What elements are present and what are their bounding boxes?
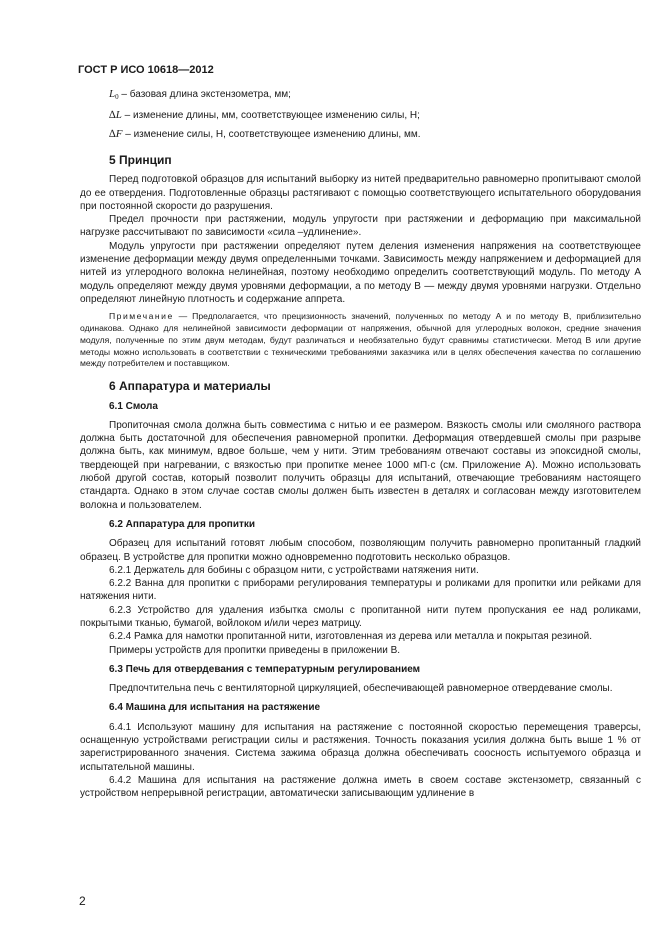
section-5-paragraph: Модуль упругости при растяжении определяют путем деления изменения напряжения на соответствующее изменение деформации между двумя определенными точками. Зависимость между напряжением и деформацией для нитей из углеродного волокна нелинейная, поэтому необходимо определить соответствующий модуль. По методу А модуль определяют между двумя уровнями деформации, а по методу В — между двумя уровнями нагрузки. Отдельно определяют линейную плотность и содержание аппрета. xyxy=(80,240,641,305)
subsection-6-2-paragraph: Образец для испытаний готовят любым способом, позволяющим получить равномерно пропитанный гладкий образец. В устройстве для пропитки можно одновременно подготовить несколько образцов. xyxy=(80,538,641,563)
definition-item xyxy=(80,125,641,144)
definition-item xyxy=(80,85,641,106)
note-text: — Предполагается, что прецизионность значений, полученных по методу А и по методу В, приблизительно одинакова. Однако для нелинейной зависимости деформации от напряжения, обычной для углеродных волокон, средние значения модуля, полученные по этим двум методам, будут различаться и необязательно будут сравнимы статистически. Метод В или другие методы можно использовать в соответствии с техническими требованиями заказчика или в целях обеспечения качества по соглашению между потребителем и поставщиком. xyxy=(80,311,641,369)
subsection-6-2-paragraph: 6.2.1 Держатель для бобины с образцом нити, с устройствами натяжения нити. xyxy=(109,564,479,576)
subsection-6-2-heading: 6.2 Аппаратура для пропитки xyxy=(109,518,256,530)
subsection-6-3-text: Предпочтительна печь с вентиляторной циркуляцией, обеспечивающей равномерное отвердевание смолы. xyxy=(109,683,613,695)
subsection-6-1-heading: 6.1 Смола xyxy=(109,400,158,412)
definition-text: – изменение силы, Н, соответствующее изменению длины, мм. xyxy=(122,129,421,140)
subsection-6-4-paragraph: 6.4.2 Машина для испытания на растяжение должна иметь в своем составе экстензометр, связанный с устройством непрерывной регистрации, автоматически записывающим удлинение в xyxy=(80,774,641,800)
page-number: 2 xyxy=(79,894,86,908)
definitions-list xyxy=(80,85,641,144)
definition-symbol: ∆F xyxy=(109,128,123,140)
page-content xyxy=(80,85,641,801)
definition-text: – изменение длины, мм, соответствующее изменению силы, Н; xyxy=(121,110,420,121)
definition-text: – базовая длина экстензометра, мм; xyxy=(118,89,291,100)
section-5-paragraph: Перед подготовкой образцов для испытаний выборку из нитей предварительно равномерно пропитывают смолой до ее отвердения. Подготовленные образцы растягивают с помощью соответствующего испытательного оборудования при постоянной скорости до разрушения. xyxy=(80,174,641,212)
subsection-6-2-paragraph: 6.2.3 Устройство для удаления избытка смолы с пропитанной нити путем пропускания ее над роликами, покрытыми тканью, бумагой, войлоком и/или через матрицу. xyxy=(80,604,641,629)
subsection-6-2-paragraph: 6.2.2 Ванна для пропитки с приборами регулирования температуры и роликами для пропитки или рейками для натяжения нити. xyxy=(80,578,641,603)
section-6-heading: 6 Аппаратура и материалы xyxy=(109,379,271,394)
definition-item xyxy=(80,106,641,125)
definition-subscript: 0 xyxy=(115,93,119,101)
section-5-heading: 5 Принцип xyxy=(109,153,172,167)
note-label: Примечание xyxy=(109,311,174,322)
subsection-6-4-paragraph: 6.4.1 Используют машину для испытания на растяжение с постоянной скоростью перемещения траверсы, оснащенную устройствами регистрации силы и растяжения. Точность показания усилия должна быть выше 1 % от зарегистрированного значения. Система зажима образца должна обеспечивать соосность испытуемого образца и испытательной машины. xyxy=(80,721,641,773)
subsection-6-3-heading: 6.3 Печь для отвердевания с температурным регулированием xyxy=(109,663,421,675)
subsection-6-4-heading: 6.4 Машина для испытания на растяжение xyxy=(109,702,321,714)
document-header: ГОСТ Р ИСО 10618—2012 xyxy=(78,64,214,76)
subsection-6-2-paragraph: 6.2.4 Рамка для намотки пропитанной нити, изготовленная из дерева или металла и покрытая резиной. xyxy=(109,631,592,643)
section-5-paragraph: Предел прочности при растяжении, модуль упругости при растяжении и деформацию при максимальной нагрузке рассчитывают по зависимости «сила –удлинение». xyxy=(80,214,641,239)
definition-symbol: ∆L xyxy=(109,109,122,121)
subsection-6-1-text: Пропиточная смола должна быть совместима с нитью и ее размером. Вязкость смолы или смоляного раствора должна быть достаточной для обеспечения равномерной пропитки. Деформация отвердевшей смолы при разрыве должна быть, как минимум, вдвое больше, чем у нити. Этим требованиям отвечают составы из эпоксидной смолы, твердеющей при нагревании, с вязкостью при пропитке менее 1000 мП·с (см. Приложение А). Можно использовать любой другой состав, который позволит получить образцы для испытаний, отвечающие требованиям настоящего стандарта. Однако в этом случае состав смолы должен быть известен в деталях и согласован между изготовителем волокна и пользователем. xyxy=(80,419,641,511)
definition-symbol: L xyxy=(109,88,116,100)
subsection-6-2-paragraph: Примеры устройств для пропитки приведены в приложении В. xyxy=(109,644,401,656)
section-5-note xyxy=(80,311,641,370)
